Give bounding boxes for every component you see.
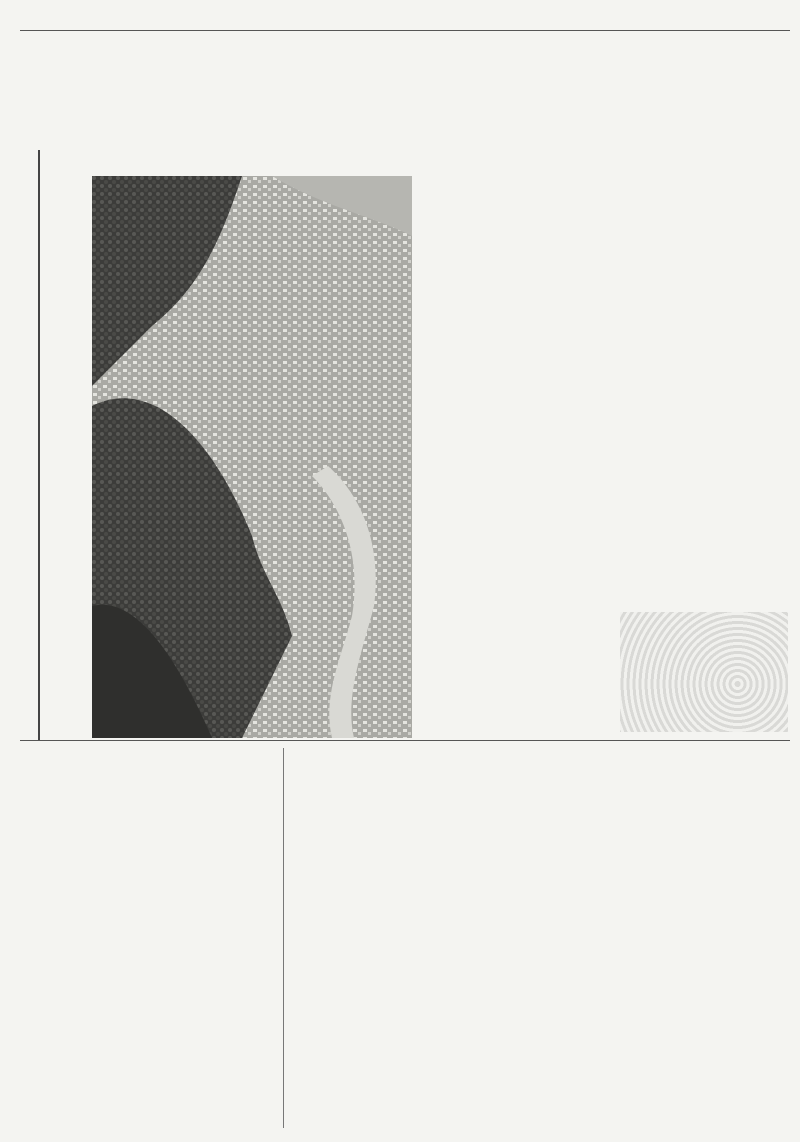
series-badge-bottom	[660, 670, 770, 724]
aerial-photo-graphic	[92, 176, 412, 738]
series-badge-top	[636, 618, 708, 672]
photo-caption	[54, 188, 70, 748]
middle-divider	[20, 740, 790, 741]
left-margin-rule	[38, 150, 40, 740]
lower-divider	[283, 748, 284, 1128]
subhead-box	[548, 183, 768, 231]
aerial-photo	[92, 176, 412, 738]
headline	[68, 30, 788, 160]
